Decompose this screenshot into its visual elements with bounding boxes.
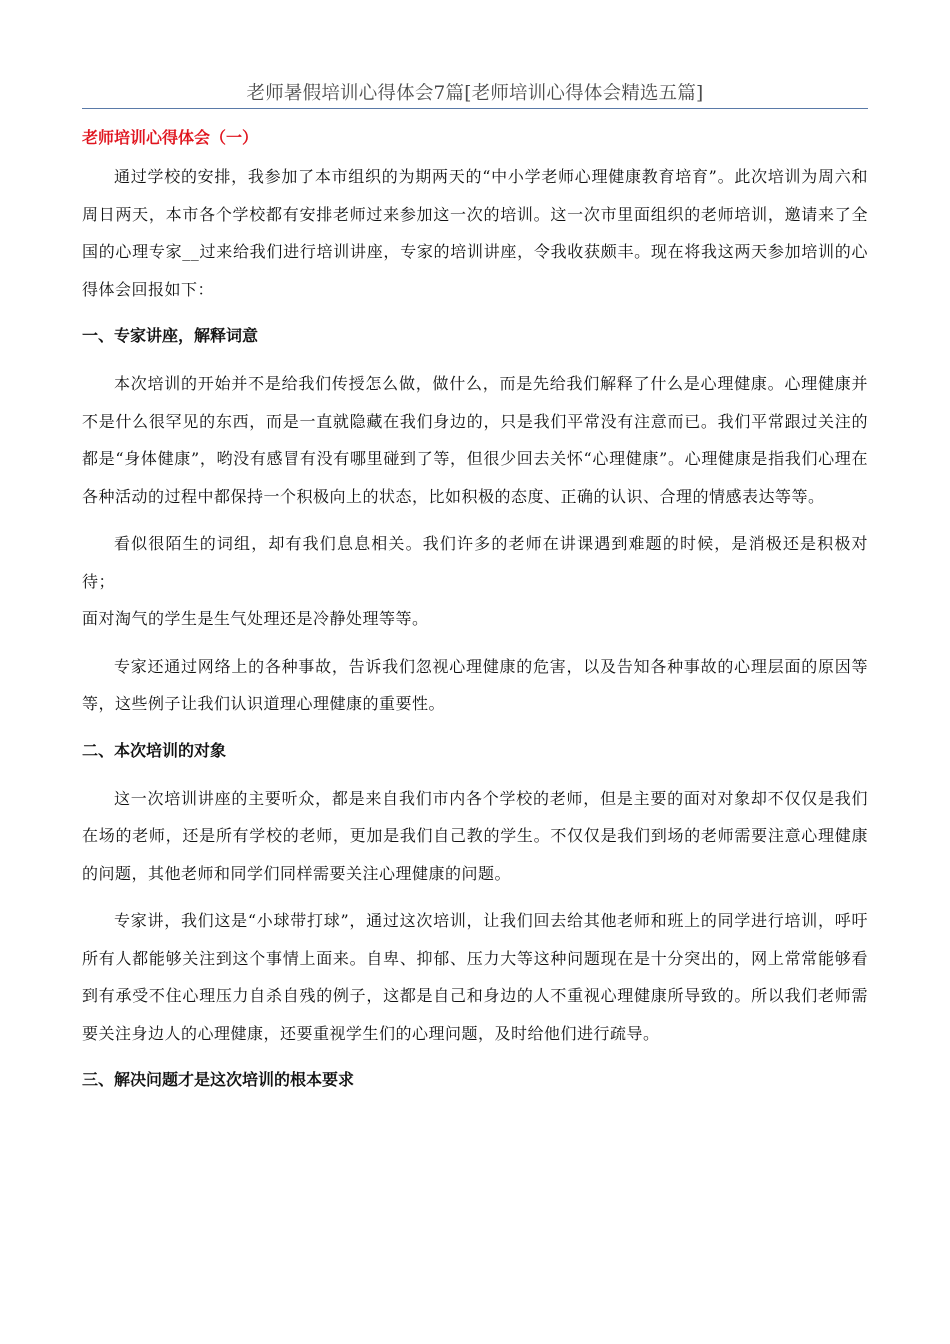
subheading-3: 三、解决问题才是这次培训的根本要求	[82, 1070, 355, 1089]
subheading-1: 一、专家讲座，解释词意	[82, 326, 259, 345]
header-divider	[82, 108, 868, 109]
paragraph-unfamiliar-term: 看似很陌生的词组，却有我们息息相关。我们许多的老师在讲课遇到难题的时候，是消极还是积极对待；	[82, 534, 868, 591]
intro-paragraph: 通过学校的安排，我参加了本市组织的为期两天的“中小学老师心理健康教育培育”。此次培训为周六和周日两天，本市各个学校都有安排老师过来参加这一次的培训。这一次市里面组织的老师培训，邀请来了全国的心理专家__过来给我们进行培训讲座，专家的培训讲座，令我收获颇丰。现在将我这两天参加培训的心得体会回报如下：	[82, 167, 868, 299]
subheading-2: 二、本次培训的对象	[82, 740, 227, 760]
document-body	[82, 124, 868, 1094]
document-header-title: 老师暑假培训心得体会7篇[老师培训心得体会精选五篇]	[246, 83, 704, 104]
paragraph-audience: 这一次培训讲座的主要听众，都是来自我们市内各个学校的老师，但是主要的面对对象却不仅仅是我们在场的老师，还是所有学校的老师，更加是我们自己教的学生。不仅仅是我们到场的老师需要注意心理健康的问题，其他老师和同学们同样需要关注心理健康的问题。	[82, 788, 868, 883]
section-title: 老师培训心得体会（一）	[82, 128, 259, 147]
paragraph-expert-says: 专家讲，我们这是“小球带打球”，通过这次培训，让我们回去给其他老师和班上的同学进行培训，呼吁所有人都能够关注到这个事情上面来。自卑、抑郁、压力大等这种问题现在是十分突出的，网上常常能够看到有承受不住心理压力自杀自残的例子，这都是自己和身边的人不重视心理健康所导致的。所以我们老师需要关注身边人的心理健康，还要重视学生们的心理问题，及时给他们进行疏导。	[82, 911, 868, 1043]
paragraph-naughty-students: 面对淘气的学生是生气处理还是冷静处理等等。	[82, 609, 429, 628]
paragraph-definition: 本次培训的开始并不是给我们传授怎么做，做什么，而是先给我们解释了什么是心理健康。心理健康并不是什么很罕见的东西，而是一直就隐藏在我们身边的，只是我们平常没有注意而已。我们平常跟过关注的都是“身体健康”，哟没有感冒有没有哪里碰到了等，但很少回去关怀“心理健康”。心理健康是指我们心理在各种活动的过程中都保持一个积极向上的状态，比如积极的态度、正确的认识、合理的情感表达等等。	[82, 374, 868, 506]
paragraph-accidents: 专家还通过网络上的各种事故，告诉我们忽视心理健康的危害，以及告知各种事故的心理层面的原因等等，这些例子让我们认识道理心理健康的重要性。	[82, 656, 868, 713]
